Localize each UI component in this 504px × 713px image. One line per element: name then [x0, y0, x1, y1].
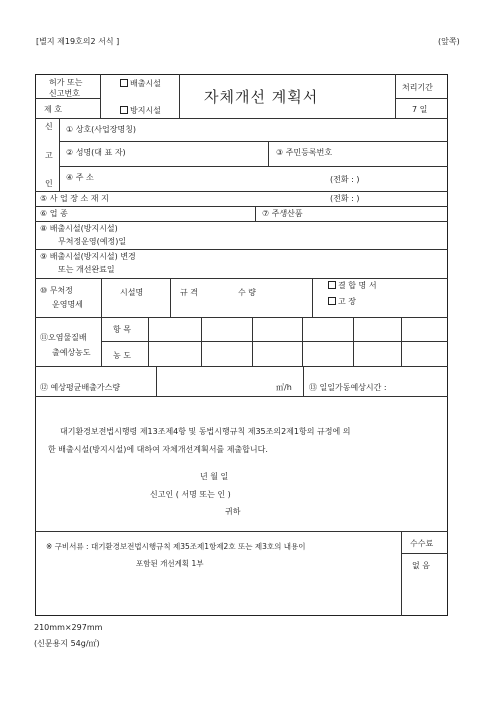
prevention-checkbox[interactable] [120, 106, 128, 114]
fault-option[interactable] [328, 297, 356, 306]
facility-name-header: 시설명 [120, 288, 144, 297]
processing-period-value: 7 일 [412, 105, 428, 114]
completion-date-label-2: 또는 개선완료일 [58, 265, 115, 274]
fee-value: 없 음 [412, 561, 430, 570]
representative-name-label: ② 성명(대 표 자) [66, 148, 126, 157]
emission-option[interactable] [120, 79, 161, 88]
page-side-label: (앞쪽) [438, 37, 460, 46]
business-type-label: ⑥ 업 종 [40, 209, 68, 218]
prevention-option[interactable] [120, 106, 161, 115]
gas-volume-label: ⑫ 예상평균배출가스량 [40, 383, 121, 392]
required-documents-2: 포함된 개선계획 1부 [136, 559, 204, 568]
company-name-label: ① 상호(사업장명칭) [66, 125, 137, 134]
recipient-label: 귀하 [225, 507, 241, 516]
applicant-side-label: 고 [45, 151, 53, 160]
pollutant-concentration-label: ⑪오염물질배 [40, 333, 87, 342]
fault-option-label: 고 장 [338, 297, 356, 306]
fee-label: 수수료 [410, 539, 434, 548]
emission-checkbox[interactable] [120, 79, 128, 87]
operation-date-label: ⑧ 배출시설(방지시설) [40, 224, 118, 233]
fit-option-label: 결 합 명 서 [338, 281, 377, 290]
permit-label-2: 신고번호 [49, 89, 80, 98]
resident-number-label: ③ 주민등록번호 [276, 148, 333, 157]
form-title: 자체개선 계획서 [204, 88, 319, 106]
address-label: ④ 주 소 [66, 173, 94, 182]
fit-option[interactable] [328, 281, 377, 290]
site-location-label: ⑤ 사 업 장 소 재 지 [40, 194, 109, 203]
fit-checkbox[interactable] [328, 281, 336, 289]
daily-hours-label: ⑬ 일일가동예상시간 : [309, 383, 387, 392]
operation-detail-label-2: 운영명세 [52, 300, 83, 309]
main-product-label: ⑦ 주생산품 [262, 209, 303, 218]
applicant-side-label: 인 [45, 179, 53, 188]
pollutant-concentration-label-2: 출예상농도 [52, 348, 91, 357]
paper-type: (신문용지 54g/㎡) [34, 639, 100, 648]
form-number: [별지 제19호의2 서식 ] [36, 37, 120, 46]
paper-size: 210mm×297mm [34, 623, 103, 632]
applicant-side-label: 신 [45, 122, 53, 131]
site-phone-label: (전화 : ) [330, 194, 360, 203]
emission-option-label: 배출시설 [130, 79, 161, 88]
item-label: 항 목 [113, 325, 131, 334]
gas-volume-unit: ㎥/h [276, 383, 292, 392]
spec-header: 규 격 [180, 288, 198, 297]
quantity-header: 수 량 [238, 288, 256, 297]
permit-label: 허가 또는 [49, 78, 83, 87]
processing-period-label: 처리기간 [402, 83, 433, 92]
declaration-line-2: 한 배출시설(방지시설)에 대하여 자체개선계획서를 제출합니다. [48, 445, 268, 454]
operation-detail-label: ⑩ 무처정 [40, 286, 73, 295]
prevention-option-label: 방지시설 [130, 106, 161, 115]
completion-date-label: ⑨ 배출시설(방지시설) 변경 [40, 252, 136, 261]
submission-date: 년 월 일 [200, 472, 229, 481]
number-label: 제 호 [44, 105, 62, 114]
concentration-label: 농 도 [113, 351, 131, 360]
required-documents: ※ 구비서류 : 대기환경보전법시행규칙 제35조제1항제2호 또는 제3호의 내용이 [46, 542, 306, 551]
operation-date-label-2: 무처정운영(예정)일 [58, 237, 127, 246]
declaration-line-1: 대기환경보전법시행령 제13조제4항 및 동법시행규칙 제35조의2제1항의 규정에 의 [60, 427, 351, 436]
fault-checkbox[interactable] [328, 297, 336, 305]
applicant-signature-line: 신고인 ( 서명 또는 인 ) [150, 490, 231, 499]
phone-label: (전화 : ) [330, 175, 360, 184]
